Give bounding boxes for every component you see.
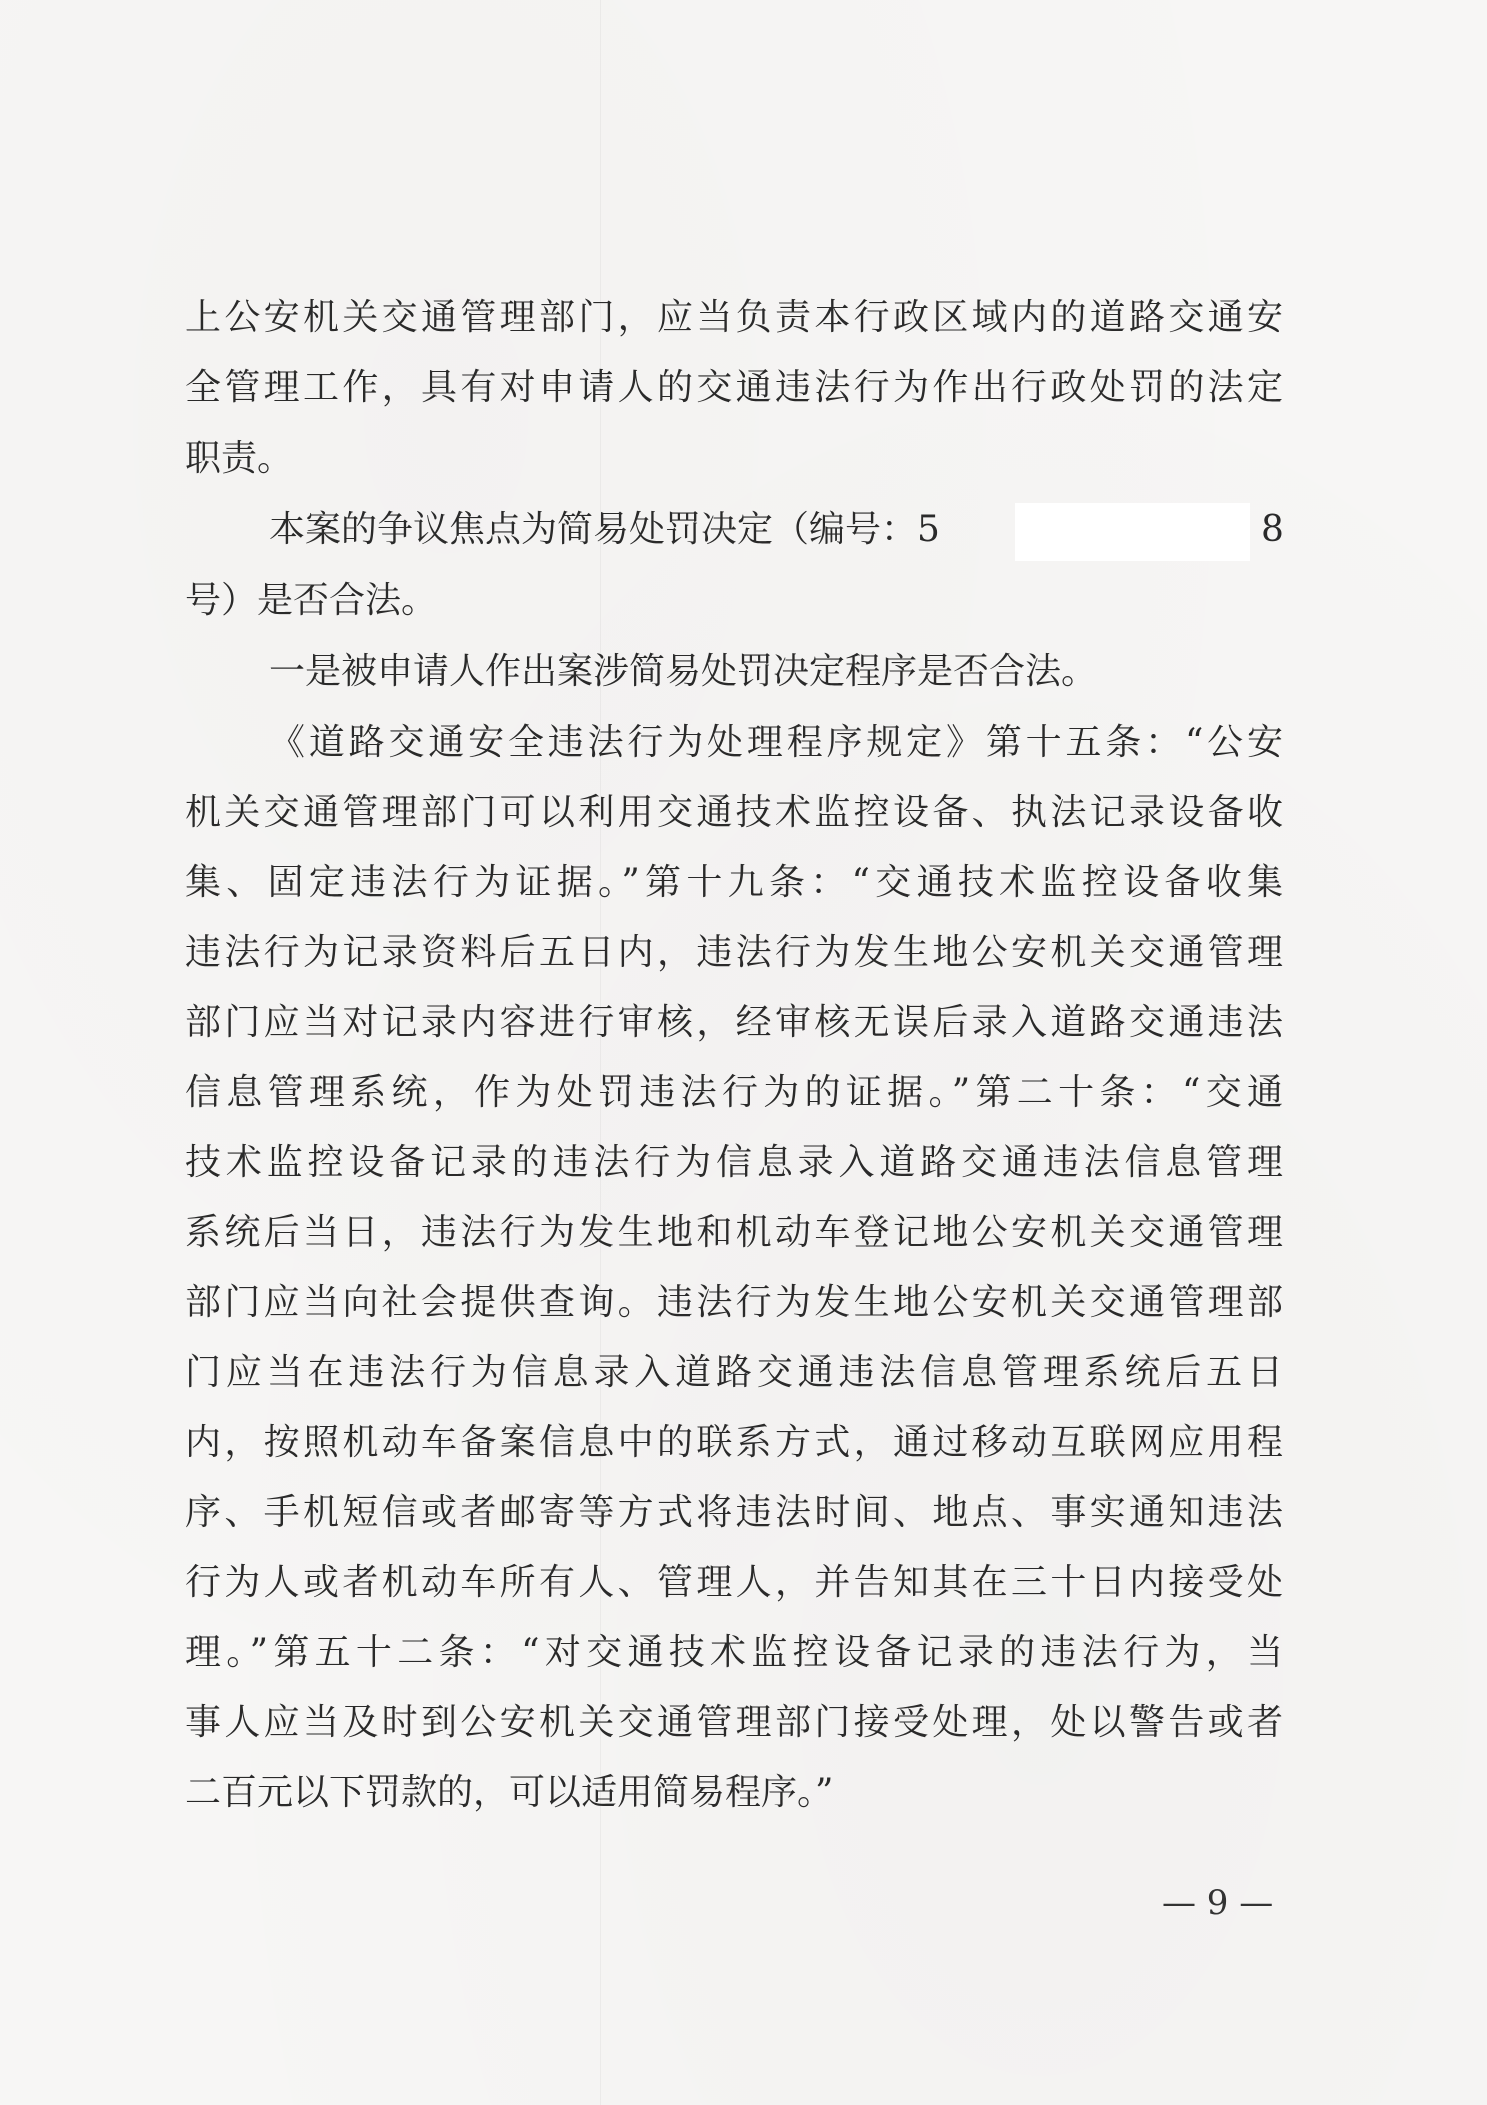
paragraph-4-line-10: 门应当在违法行为信息录入道路交通违法信息管理系统后五日: [185, 1352, 1283, 1393]
paragraph-4-line-7: 技术监控设备记录的违法行为信息录入道路交通违法信息管理: [185, 1142, 1283, 1183]
paragraph-4-line-3: 集、固定违法行为证据。”第十九条：“交通技术监控设备收集: [185, 862, 1283, 903]
paragraph-4-line-13: 行为人或者机动车所有人、管理人，并告知其在三十日内接受处: [185, 1562, 1283, 1603]
paragraph-4-line-16: 二百元以下罚款的，可以适用简易程序。”: [185, 1772, 834, 1813]
paragraph-1-line-3: 职责。: [185, 438, 294, 479]
page-number: — 9 —: [1162, 1883, 1274, 1923]
paragraph-4-line-2: 机关交通管理部门可以利用交通技术监控设备、执法记录设备收: [185, 792, 1283, 833]
paragraph-1-line-2: 全管理工作，具有对申请人的交通违法行为作出行政处罚的法定: [185, 367, 1283, 408]
paragraph-4-line-4: 违法行为记录资料后五日内，违法行为发生地公安机关交通管理: [185, 932, 1283, 973]
paragraph-4-line-9: 部门应当向社会提供查询。违法行为发生地公安机关交通管理部: [185, 1282, 1283, 1323]
paragraph-2-line-1-suffix: 8: [1261, 509, 1284, 550]
paragraph-4-line-8: 系统后当日，违法行为发生地和机动车登记地公安机关交通管理: [185, 1212, 1283, 1253]
paragraph-4-line-12: 序、手机短信或者邮寄等方式将违法时间、地点、事实通知违法: [185, 1492, 1283, 1533]
paragraph-4-line-14: 理。”第五十二条：“对交通技术监控设备记录的违法行为，当: [185, 1632, 1283, 1673]
paragraph-4-line-6: 信息管理系统，作为处罚违法行为的证据。”第二十条：“交通: [185, 1072, 1283, 1113]
redaction-box: [1015, 503, 1250, 561]
paragraph-3-line-1: 一是被申请人作出案涉简易处罚决定程序是否合法。: [269, 651, 1098, 692]
paragraph-2-line-1-prefix: 本案的争议焦点为简易处罚决定（编号：5: [269, 509, 940, 550]
paragraph-4-line-5: 部门应当对记录内容进行审核，经审核无误后录入道路交通违法: [185, 1002, 1283, 1043]
paragraph-4-line-1: 《道路交通安全违法行为处理程序规定》第十五条：“公安: [269, 722, 1283, 763]
paragraph-4-line-15: 事人应当及时到公安机关交通管理部门接受处理，处以警告或者: [185, 1702, 1283, 1743]
paragraph-1-line-1: 上公安机关交通管理部门，应当负责本行政区域内的道路交通安: [185, 297, 1283, 338]
paragraph-4-line-11: 内，按照机动车备案信息中的联系方式，通过移动互联网应用程: [185, 1422, 1283, 1463]
paragraph-2-line-2: 号）是否合法。: [185, 580, 438, 621]
